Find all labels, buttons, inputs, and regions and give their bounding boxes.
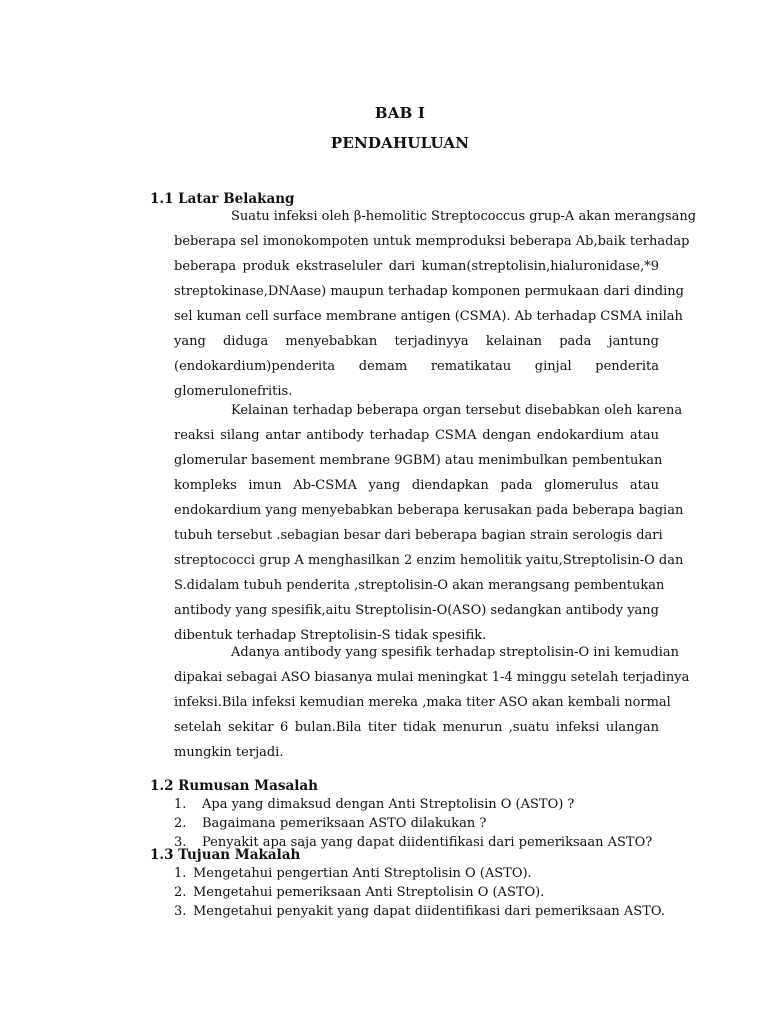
paragraph-line: streptokinase,DNAase) maupun terhadap komponen permukaan dari dinding (174, 284, 684, 299)
paragraph-line: streptococci grup A menghasilkan 2 enzim hemolitik yaitu,Streptolisin-O dan (174, 553, 684, 568)
paragraph-line: Suatu infeksi oleh β-hemolitic Streptococcus grup-A akan merangsang (231, 209, 697, 224)
paragraph-line: beberapa produk ekstraseluler dari kuman(streptolisin,hialuronidase,*9 (174, 259, 659, 274)
list-item (174, 902, 665, 921)
paragraph-line: infeksi.Bila infeksi kemudian mereka ,maka titer ASO akan kembali normal (174, 695, 671, 710)
list-item-number: 2. (174, 885, 187, 900)
paragraph-line: endokardium yang menyebabkan beberapa kerusakan pada beberapa bagian (174, 503, 684, 518)
paragraph-line: glomerular basement membrane 9GBM) atau menimbulkan pembentukan (174, 453, 663, 468)
paragraph-line: glomerulonefritis. (174, 384, 293, 399)
list-item (174, 883, 644, 902)
paragraph-1 (174, 204, 697, 404)
paragraph-line: (endokardium)penderita demam rematikatau ginjal penderita (174, 359, 659, 374)
list-item-text: Mengetahui pemeriksaan Anti Streptolisin O (ASTO). (193, 885, 545, 900)
list-item-text: Mengetahui penyakit yang dapat diidentifikasi dari pemeriksaan ASTO. (193, 904, 665, 919)
list-item (174, 864, 644, 883)
paragraph-line: Adanya antibody yang spesifik terhadap streptolisin-O ini kemudian (231, 645, 679, 660)
list-item-number: 2. (174, 816, 187, 831)
list-item (174, 814, 644, 833)
list-item-text: Apa yang dimaksud dengan Anti Streptolisin O (ASTO) ? (202, 797, 575, 812)
list-item-number: 1. (174, 866, 187, 881)
list-item-text: Penyakit apa saja yang dapat diidentifikasi dari pemeriksaan ASTO? (202, 835, 653, 850)
list-item-text: Bagaimana pemeriksaan ASTO dilakukan ? (202, 816, 487, 831)
paragraph-line: sel kuman cell surface membrane antigen (CSMA). Ab terhadap CSMA inilah (174, 309, 683, 324)
paragraph-line: tubuh tersebut .sebagian besar dari beberapa bagian strain serologis dari (174, 528, 663, 543)
paragraph-line: reaksi silang antar antibody terhadap CSMA dengan endokardium atau (174, 428, 659, 443)
list-item-number: 1. (174, 797, 187, 812)
paragraph-3 (174, 640, 690, 765)
paragraph-line: dibentuk terhadap Streptolisin-S tidak spesifik. (174, 628, 487, 643)
list-item (174, 795, 644, 814)
paragraph-line: beberapa sel imonokompoten untuk memproduksi beberapa Ab,baik terhadap (174, 234, 690, 249)
section-heading-latar-belakang: 1.1 Latar Belakang (150, 191, 295, 207)
paragraph-line: S.didalam tubuh penderita ,streptolisin-O akan merangsang pembentukan (174, 578, 665, 593)
list-item-text: Mengetahui pengertian Anti Streptolisin O (ASTO). (193, 866, 532, 881)
list-item-number: 3. (174, 835, 187, 850)
paragraph-line: antibody yang spesifik,aitu Streptolisin-O(ASO) sedangkan antibody yang (174, 603, 659, 618)
rumusan-masalah-list (174, 795, 653, 852)
chapter-title: PENDAHULUAN (330, 134, 470, 152)
paragraph-2 (174, 398, 684, 648)
paragraph-line: kompleks imun Ab-CSMA yang diendapkan pada glomerulus atau (174, 478, 659, 493)
list-item-number: 3. (174, 904, 187, 919)
chapter-number: BAB I (374, 104, 426, 122)
paragraph-line: setelah sekitar 6 bulan.Bila titer tidak menurun ,suatu infeksi ulangan (174, 720, 659, 735)
section-heading-tujuan-makalah: 1.3 Tujuan Makalah (150, 847, 301, 863)
paragraph-line: dipakai sebagai ASO biasanya mulai meningkat 1-4 minggu setelah terjadinya (174, 670, 690, 685)
paragraph-line: Kelainan terhadap beberapa organ tersebut disebabkan oleh karena (231, 403, 683, 418)
paragraph-line: yang diduga menyebabkan terjadinyya kelainan pada jantung (174, 334, 659, 349)
tujuan-makalah-list (174, 864, 665, 921)
paragraph-line: mungkin terjadi. (174, 745, 284, 760)
section-heading-rumusan-masalah: 1.2 Rumusan Masalah (150, 778, 318, 794)
